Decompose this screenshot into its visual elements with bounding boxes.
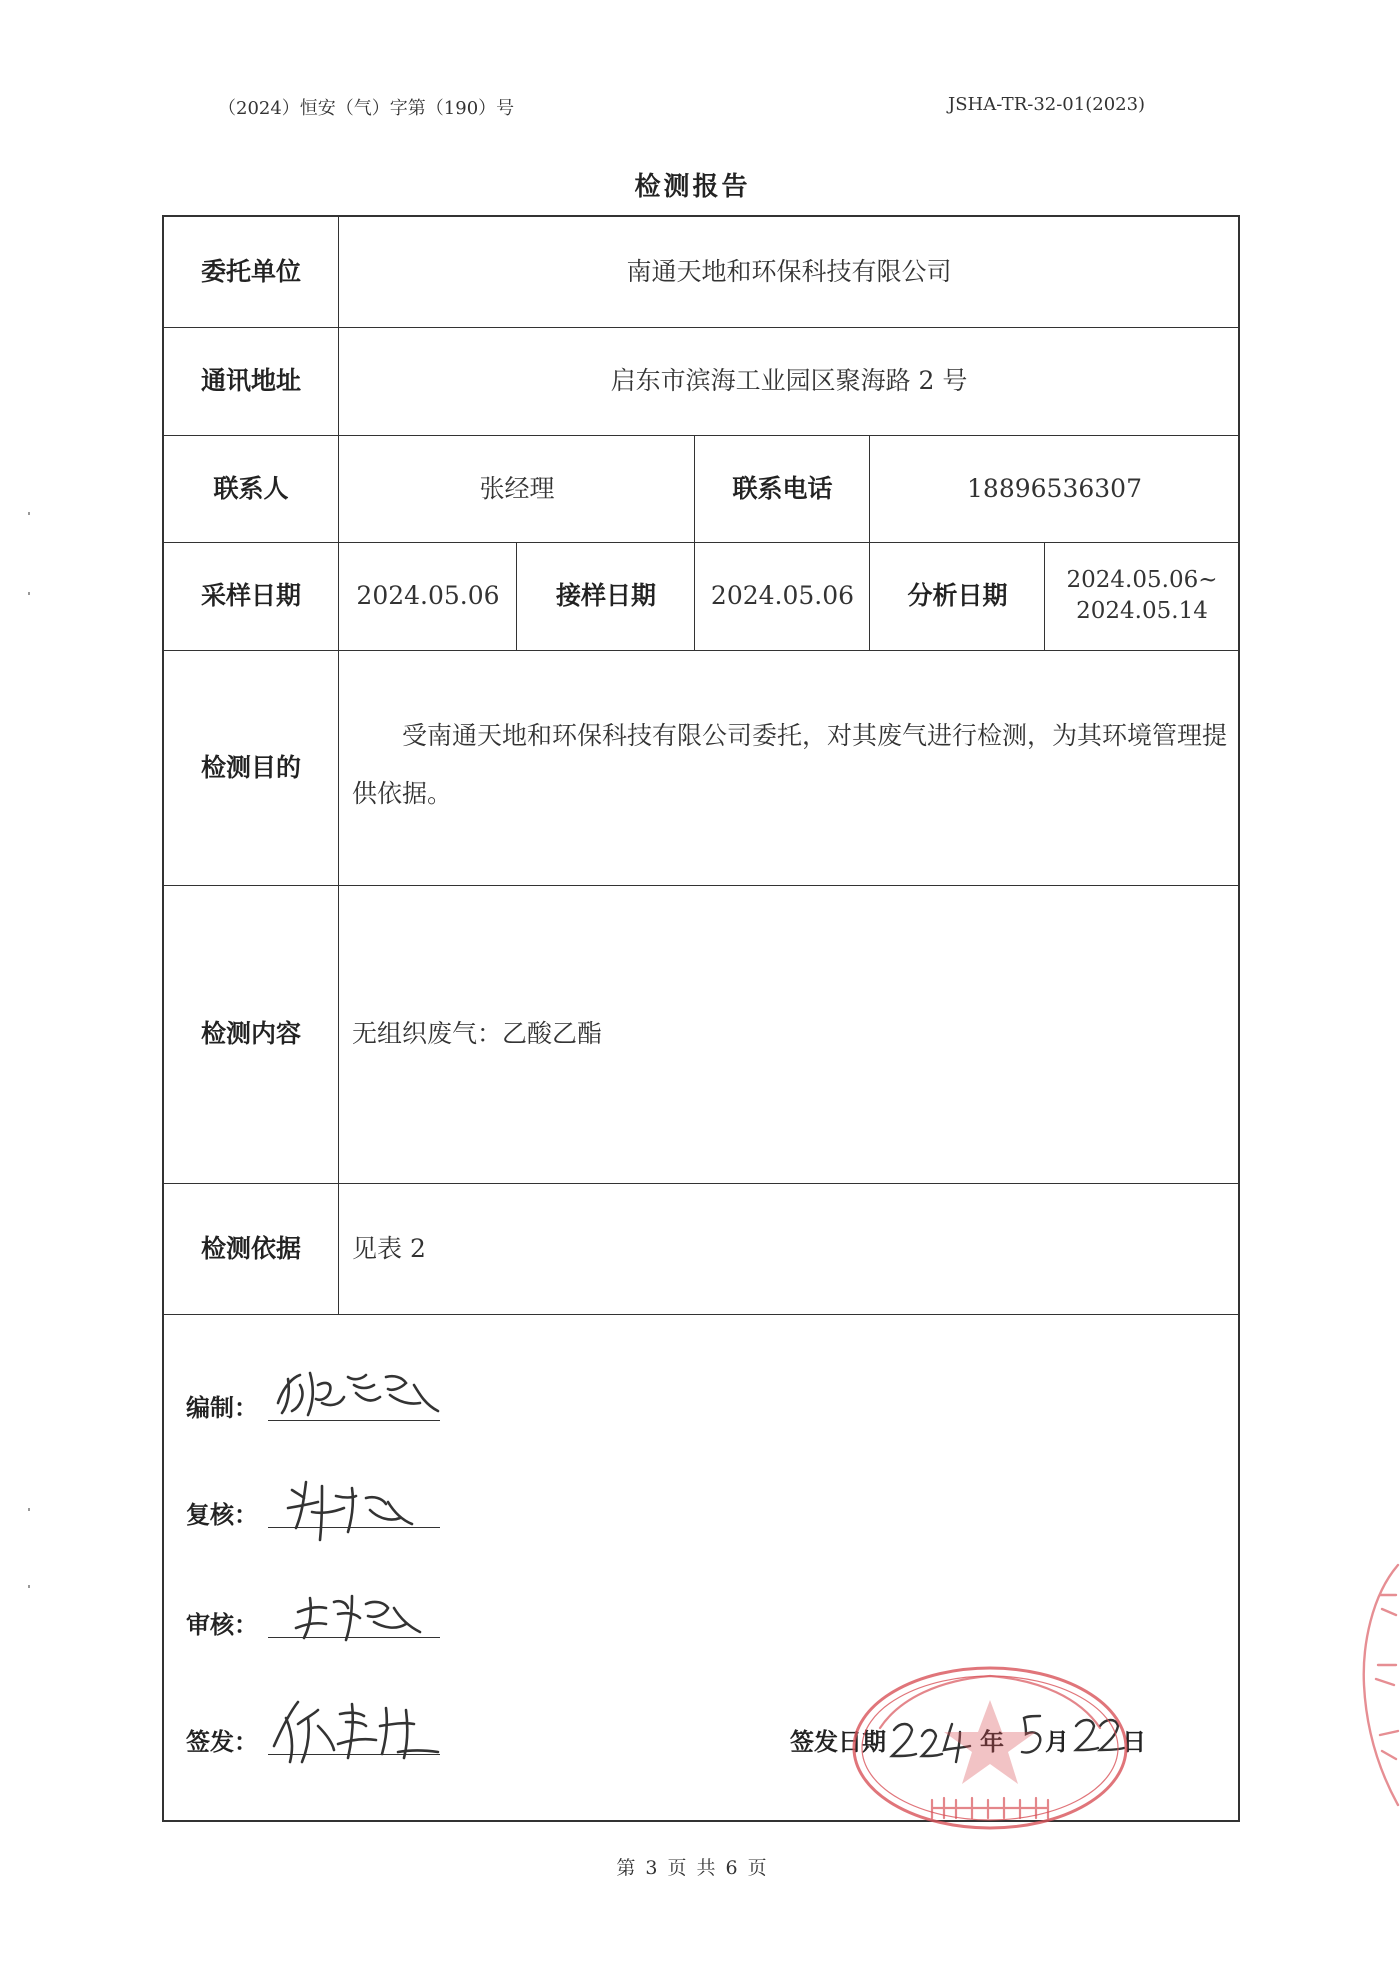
partial-seal-edge (1352, 1555, 1400, 1815)
report-number: （2024）恒安（气）字第（190）号 (218, 98, 515, 119)
column-divider (869, 435, 870, 650)
contact-label: 联系人 (213, 473, 289, 503)
audited-by-signature (290, 1578, 440, 1648)
scan-speck (28, 512, 30, 515)
address-label: 通讯地址 (200, 366, 301, 396)
scan-speck (28, 1508, 30, 1511)
basis-value: 见表 2 (352, 1233, 426, 1263)
analysis-date-value (1046, 542, 1238, 650)
receiving-date-value: 2024.05.06 (710, 581, 855, 611)
analysis-date-start: 2024.05.06~ (1066, 566, 1218, 593)
scan-speck (28, 1585, 30, 1588)
sampling-date-value: 2024.05.06 (356, 581, 500, 611)
compiled-by-signature (270, 1355, 450, 1425)
purpose-label: 检测目的 (200, 752, 301, 782)
receiving-date-label: 接样日期 (555, 581, 656, 611)
analysis-date-label: 分析日期 (907, 581, 1008, 611)
sampling-date-label: 采样日期 (200, 581, 301, 611)
content-value: 无组织废气：乙酸乙酯 (352, 1019, 603, 1049)
client-label: 委托单位 (200, 257, 301, 287)
compiled-by-label: 编制： (186, 1393, 258, 1422)
basis-label: 检测依据 (200, 1233, 301, 1263)
column-divider (694, 435, 695, 650)
scan-speck (28, 592, 30, 595)
reviewed-by-signature (282, 1468, 432, 1548)
column-divider (338, 217, 339, 1314)
issued-by-signature (268, 1688, 448, 1768)
issue-date-label: 签发日期 (790, 1727, 886, 1756)
phone-value: 18896536307 (967, 473, 1142, 503)
phone-label: 联系电话 (732, 473, 833, 503)
contact-value: 张经理 (479, 473, 555, 503)
page-number: 第 3 页 共 6 页 (616, 1857, 769, 1879)
audited-by-label: 审核： (186, 1610, 258, 1639)
row-divider (164, 1314, 1238, 1315)
client-value: 南通天地和环保科技有限公司 (626, 257, 952, 287)
issued-by-label: 签发： (186, 1727, 258, 1756)
form-code: JSHA-TR-32-01(2023) (948, 94, 1146, 115)
column-divider (516, 542, 517, 650)
official-seal (840, 1658, 1140, 1838)
content-label: 检测内容 (200, 1019, 301, 1049)
analysis-date-end: 2024.05.14 (1076, 598, 1208, 624)
address-value: 启东市滨海工业园区聚海路 2 号 (610, 366, 968, 396)
issue-date-month-unit: 月 (1045, 1727, 1069, 1756)
reviewed-by-label: 复核： (186, 1500, 258, 1529)
issue-date-year-unit: 年 (980, 1727, 1004, 1756)
page-title: 检测报告 (634, 172, 751, 202)
column-divider (1044, 542, 1045, 650)
purpose-value: 受南通天地和环保科技有限公司委托，对其废气进行检测，为其环境管理提供依据。 (352, 721, 1228, 808)
issue-date-day-unit: 日 (1122, 1727, 1146, 1756)
